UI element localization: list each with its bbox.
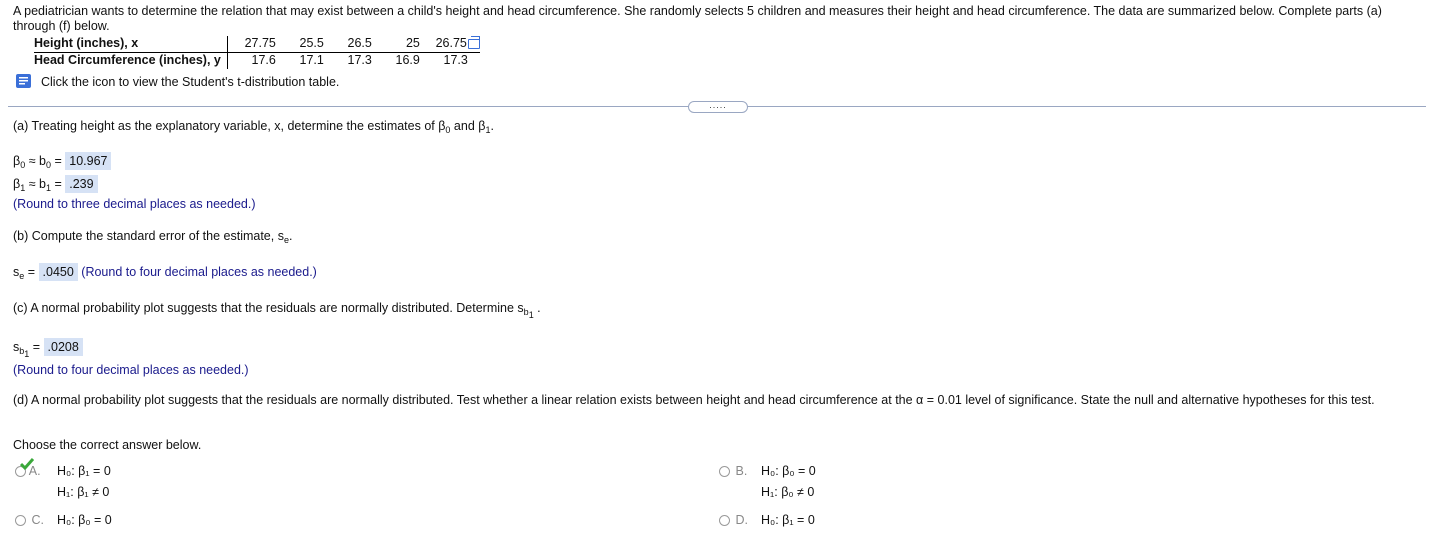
option-a-letter: A. [28, 464, 41, 478]
row-label-height: Height (inches), x [34, 36, 227, 53]
beta-symbol: β [13, 154, 21, 168]
subscript: 1 [20, 183, 26, 193]
subscript [523, 307, 534, 320]
part-a-prompt-mid: and β [450, 119, 486, 133]
subscript: 1 [45, 183, 51, 193]
part-c-prompt-text: (c) A normal probability plot suggests that the residuals are normally distributed. Determine s [13, 301, 524, 315]
option-a-h0: H₀: β₁ = 0 [57, 464, 111, 478]
part-b-hint: (Round to four decimal places as needed.) [81, 265, 317, 279]
se-answer[interactable]: .0450 [39, 263, 78, 281]
data-table [34, 36, 480, 69]
option-d-h0: H₀: β₁ = 0 [761, 513, 815, 527]
radio-option-d[interactable] [719, 515, 730, 526]
option-d-letter: D. [735, 513, 748, 527]
table-cell-value: 26.75 [435, 36, 467, 50]
problem-intro: A pediatrician wants to determine the relation that may exist between a child's height and head circumference. She randomly selects 5 children and measures their height and head circumference. The data are summarized below. Complete parts (a) through (f) below. [13, 4, 1382, 33]
option-c-h0: H₀: β₀ = 0 [57, 513, 112, 527]
table-cell: 17.3 [347, 53, 372, 67]
book-icon[interactable] [15, 73, 32, 89]
part-d-prompt: (d) A normal probability plot suggests that the residuals are normally distributed. Test whether a linear relation exists between height and head circumference at the α = 0.01 level of significance. State the null and alternative hypotheses for this test. [13, 393, 1375, 407]
part-a-prompt-text: (a) Treating height as the explanatory variable, x, determine the estimates of β [13, 119, 446, 133]
option-a-h1: H₁: β₁ ≠ 0 [57, 485, 110, 499]
radio-option-c[interactable] [15, 515, 26, 526]
subscript-1: 1 [24, 349, 30, 359]
beta0-answer[interactable]: 10.967 [65, 152, 111, 170]
table-cell: 17.6 [251, 53, 276, 67]
part-c-prompt: (c) A normal probability plot suggests that the residuals are normally distributed. Determine $s_{b_1}$ . [13, 301, 541, 320]
subscript-1: 1 [528, 310, 534, 320]
copy-icon[interactable] [468, 39, 480, 49]
beta-symbol: β [13, 177, 21, 191]
option-c-letter: C. [31, 513, 44, 527]
option-b[interactable] [719, 464, 755, 478]
part-b-prompt: (b) Compute the standard error of the estimate, $s_e$. [13, 229, 293, 245]
sb1-line: $s_{b_1} = .0208$ [13, 340, 83, 359]
checkmark-icon [20, 458, 34, 470]
part-a-prompt: (a) Treating height as the explanatory variable, x, determine the estimates of $\beta_0$ and $\beta_1$. [13, 119, 494, 135]
table-cell: 27.75 [227, 36, 276, 53]
sb1-answer[interactable]: .0208 [44, 338, 83, 356]
subscript: 0 [445, 125, 451, 135]
row-label-head-circumference: Head Circumference (inches), y [34, 53, 227, 70]
beta1-line: $\beta_1 \approx b_1 = .239$ [13, 177, 98, 193]
beta0-line: $\beta_0 \approx b_0 = 10.967$ [13, 154, 111, 170]
subscript-b: b [523, 307, 529, 317]
part-b-prompt-text: (b) Compute the standard error of the estimate, s [13, 229, 284, 243]
table-cell: 17.3 [443, 53, 468, 67]
option-d[interactable] [719, 513, 756, 527]
subscript-b: b [19, 346, 25, 356]
subscript: e [19, 271, 25, 281]
radio-option-b[interactable] [719, 466, 730, 477]
subscript: 1 [485, 125, 491, 135]
subscript: 0 [20, 160, 26, 170]
approx-b: ≈ b [25, 154, 46, 168]
table-cell: 17.1 [299, 53, 324, 67]
subscript: e [283, 235, 289, 245]
choose-instruction: Choose the correct answer below. [13, 438, 202, 452]
option-b-letter: B. [735, 464, 748, 478]
subscript: 0 [45, 160, 51, 170]
table-cell [420, 36, 480, 53]
part-a-hint: (Round to three decimal places as needed.) [13, 197, 256, 211]
se-line: $s_e = .0450$ (Round to four decimal places as needed.) [13, 265, 317, 281]
table-row [34, 36, 480, 53]
option-b-h1: H₁: β₀ ≠ 0 [761, 485, 815, 499]
table-row [34, 53, 480, 70]
part-c-hint: (Round to four decimal places as needed.) [13, 363, 249, 377]
approx-b: ≈ b [25, 177, 46, 191]
table-cell: 16.9 [395, 53, 420, 67]
table-cell: 25.5 [276, 36, 324, 53]
table-cell: 26.5 [324, 36, 372, 53]
option-c[interactable] [15, 513, 52, 527]
subscript [19, 346, 30, 359]
option-b-h0: H₀: β₀ = 0 [761, 464, 816, 478]
t-table-link-text: Click the icon to view the Student's t-distribution table. [41, 75, 340, 89]
beta1-answer[interactable]: .239 [65, 175, 97, 193]
expand-button[interactable]: ..... [688, 101, 748, 113]
table-cell: 25 [372, 36, 420, 53]
